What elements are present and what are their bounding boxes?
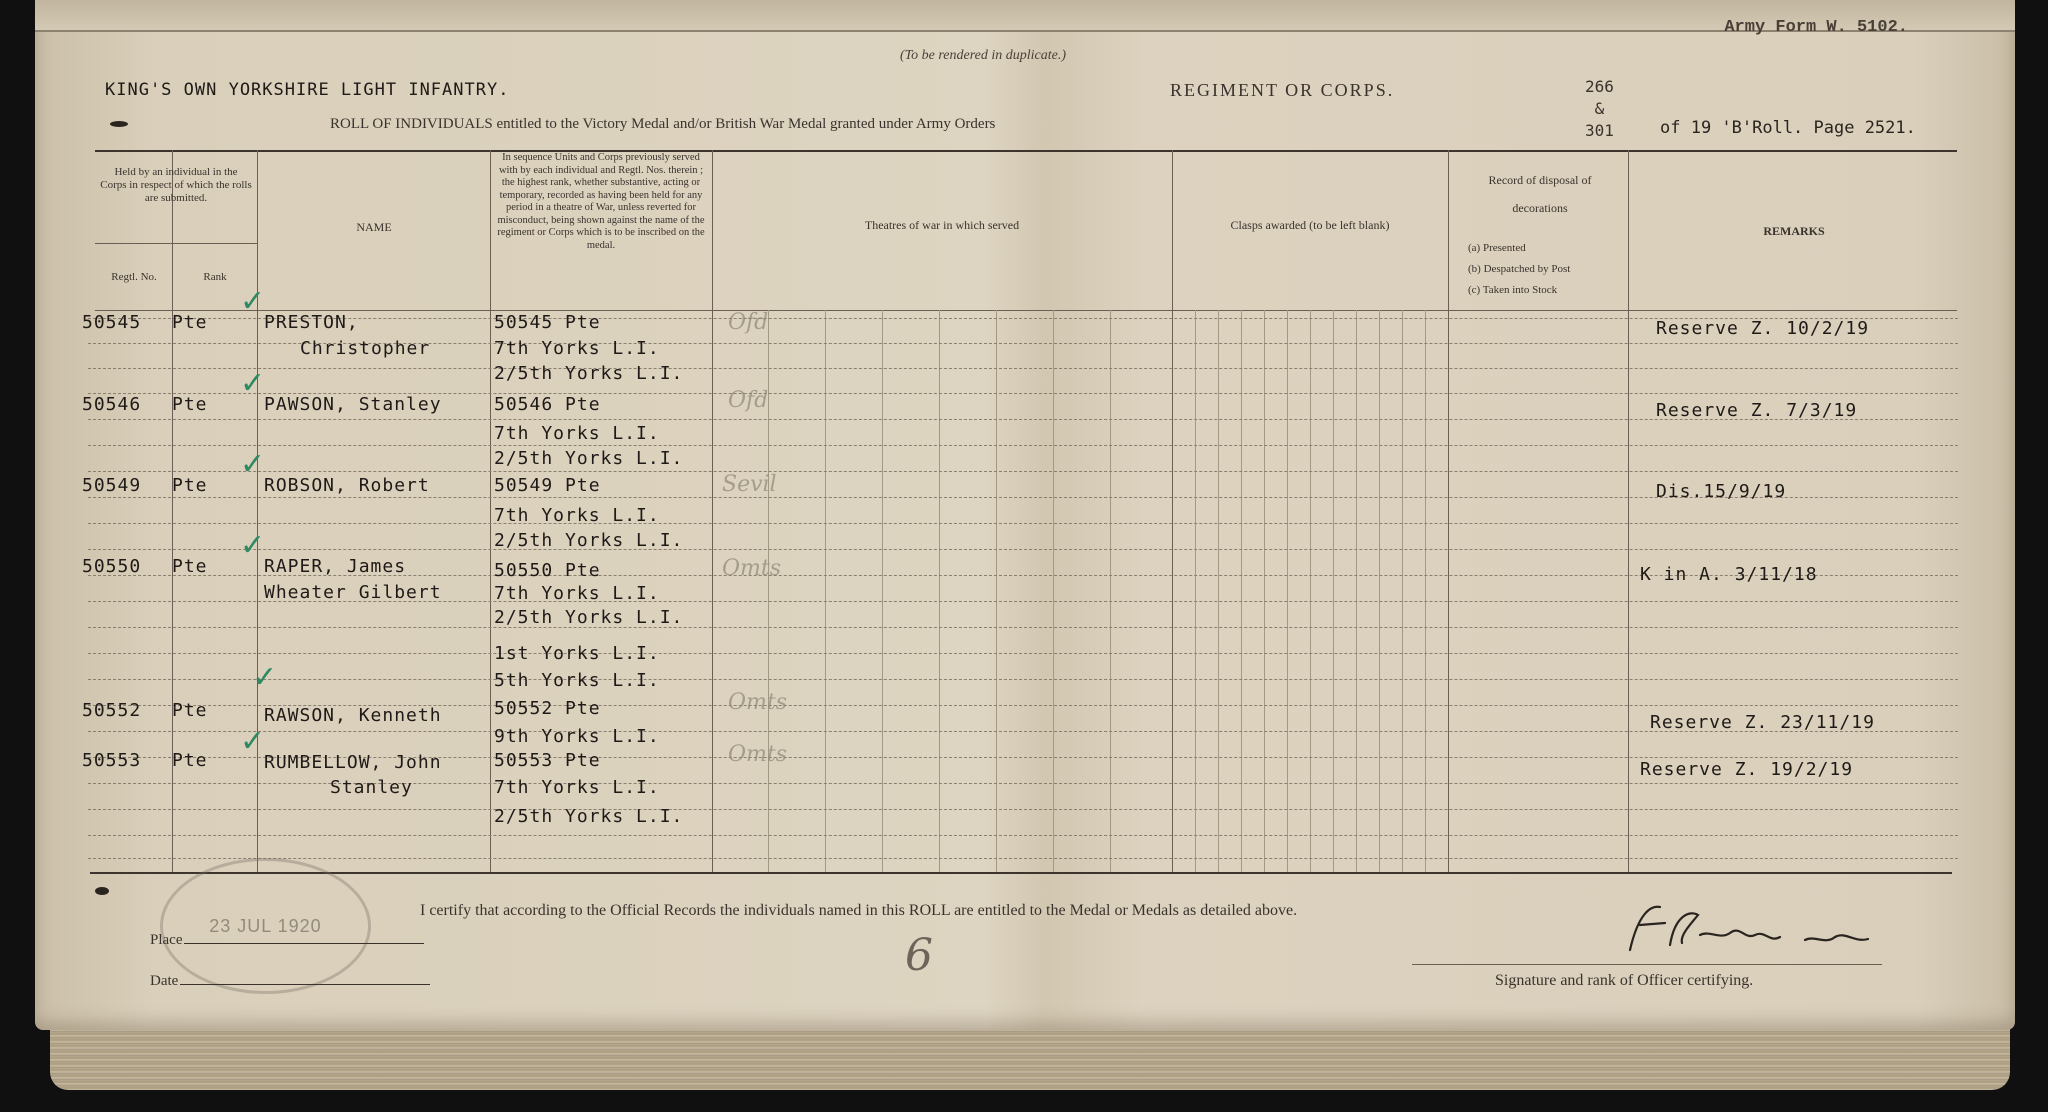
regtl-no: 50552 — [82, 700, 142, 721]
unit-line: 5th Yorks L.I. — [494, 670, 660, 691]
date-label — [150, 973, 430, 990]
col-divider — [1628, 150, 1629, 872]
row-rule — [88, 858, 1958, 859]
regiment-name: KING'S OWN YORKSHIRE LIGHT INFANTRY. — [105, 80, 510, 100]
row-rule — [88, 549, 1958, 550]
rank: Pte — [172, 700, 208, 721]
row-rule — [88, 679, 1958, 680]
unit-line: 7th Yorks L.I. — [494, 423, 660, 444]
disposal-option-a: (a) Presented — [1468, 242, 1526, 254]
roll-page-reference: of 19 'B'Roll. Page 2521. — [1660, 118, 1916, 138]
clasp-subcol — [1402, 310, 1403, 872]
regiment-label: REGIMENT OR CORPS. — [1170, 80, 1395, 100]
row-rule — [88, 445, 1958, 446]
roll-title: ROLL OF INDIVIDUALS entitled to the Victory Medal and/or British War Medal granted under Army Orders — [330, 116, 996, 132]
theatre-subcol — [882, 310, 883, 872]
header-bottom-rule — [95, 310, 1957, 311]
regtl-no: 50545 — [82, 312, 142, 333]
disposal-header: Record of disposal of decorations — [1488, 173, 1592, 215]
unit-line: 2/5th Yorks L.I. — [494, 530, 684, 551]
remarks-header: REMARKS — [1763, 224, 1825, 238]
col-divider — [1172, 150, 1173, 872]
theatre-subcol — [1053, 310, 1054, 872]
stamp-date: 23 JUL 1920 — [209, 915, 322, 936]
officer-signature — [1620, 895, 1890, 965]
previous-page-fold — [35, 0, 2015, 32]
theatre-subcol — [996, 310, 997, 872]
col-divider — [712, 150, 713, 872]
unit-line: 2/5th Yorks L.I. — [494, 448, 684, 469]
remark: Reserve Z. 23/11/19 — [1650, 712, 1875, 733]
row-rule — [88, 835, 1958, 836]
soldier-name: RAPER, James — [264, 556, 407, 577]
held-by-subheader-rule — [95, 243, 257, 244]
remark: Reserve Z. 10/2/19 — [1656, 318, 1870, 339]
unit-line: 2/5th Yorks L.I. — [494, 607, 684, 628]
rank: Pte — [172, 312, 208, 333]
col-divider — [1448, 150, 1449, 872]
punch-mark — [95, 887, 109, 895]
table-bottom-rule — [90, 872, 1952, 874]
disposal-option-b: (b) Despatched by Post — [1468, 263, 1571, 275]
unit-line: 7th Yorks L.I. — [494, 505, 660, 526]
punch-mark — [110, 121, 128, 127]
unit-line: 1st Yorks L.I. — [494, 643, 660, 664]
rank: Pte — [172, 394, 208, 415]
place-label — [150, 932, 424, 949]
name-header: NAME — [356, 220, 392, 234]
check-mark-icon: ✓ — [240, 447, 266, 482]
row-rule — [88, 809, 1958, 810]
unit-line: 50545 Pte — [494, 312, 601, 333]
theatre-pencil-mark: Ofd — [728, 310, 769, 335]
order-ampersand: & — [1594, 99, 1605, 118]
regtl-no-header: Regtl. No. — [111, 271, 157, 283]
soldier-name: RUMBELLOW, John — [264, 752, 442, 773]
unit-line: 2/5th Yorks L.I. — [494, 363, 684, 384]
clasp-subcol — [1218, 310, 1219, 872]
clasp-subcol — [1264, 310, 1265, 872]
theatre-pencil-mark: Ofd — [728, 388, 769, 413]
table-top-rule — [95, 150, 1957, 152]
regtl-no: 50550 — [82, 556, 142, 577]
form-number: Army Form W. 5102. — [1724, 18, 1908, 37]
unit-line: 50546 Pte — [494, 394, 601, 415]
row-rule — [88, 368, 1958, 369]
unit-line: 7th Yorks L.I. — [494, 777, 660, 798]
check-mark-icon: ✓ — [240, 528, 266, 563]
row-rule — [88, 627, 1958, 628]
check-mark-icon: ✓ — [240, 724, 266, 759]
disposal-option-c: (c) Taken into Stock — [1468, 284, 1558, 296]
soldier-name-cont: Christopher — [300, 338, 431, 359]
theatre-subcol — [939, 310, 940, 872]
unit-line: 50552 Pte — [494, 698, 601, 719]
soldier-name: PRESTON, — [264, 312, 359, 333]
soldier-name-cont: Stanley — [330, 777, 413, 798]
soldier-name: ROBSON, Robert — [264, 475, 430, 496]
unit-line: 7th Yorks L.I. — [494, 583, 660, 604]
rank: Pte — [172, 750, 208, 771]
clasp-subcol — [1310, 310, 1311, 872]
row-rule — [88, 523, 1958, 524]
place-label-text: Place — [150, 932, 183, 948]
regtl-no: 50553 — [82, 750, 142, 771]
order-number-2: 301 — [1585, 121, 1614, 140]
remark: Reserve Z. 19/2/19 — [1640, 759, 1854, 780]
theatre-pencil-mark: Sevil — [722, 472, 777, 497]
unit-line: 50550 Pte — [494, 560, 601, 581]
clasp-subcol — [1333, 310, 1334, 872]
soldier-name: PAWSON, Stanley — [264, 394, 442, 415]
theatre-pencil-mark: Omts — [722, 556, 782, 581]
remark: Reserve Z. 7/3/19 — [1656, 400, 1858, 421]
theatres-header: Theatres of war in which served — [864, 218, 1020, 232]
clasp-subcol — [1241, 310, 1242, 872]
signature-caption: Signature and rank of Officer certifying. — [1495, 972, 1754, 989]
remark: Dis.15/9/19 — [1656, 481, 1787, 502]
unit-line: 7th Yorks L.I. — [494, 338, 660, 359]
certification-statement: I certify that according to the Official Records the individuals named in this ROLL are entitled to the Medal or Medals as detailed above. — [420, 902, 1298, 919]
clasp-subcol — [1356, 310, 1357, 872]
clasp-subcol — [1425, 310, 1426, 872]
remark: K in A. 3/11/18 — [1640, 564, 1818, 585]
rank: Pte — [172, 475, 208, 496]
theatre-subcol — [825, 310, 826, 872]
date-label-text: Date — [150, 973, 179, 989]
check-mark-icon: ✓ — [240, 366, 266, 401]
rank: Pte — [172, 556, 208, 577]
col-divider — [257, 150, 258, 872]
col-divider — [490, 150, 491, 872]
theatre-subcol — [1110, 310, 1111, 872]
row-rule — [88, 471, 1958, 472]
army-order-numbers — [1585, 76, 1614, 142]
clasp-subcol — [1195, 310, 1196, 872]
theatre-pencil-mark: Omts — [728, 742, 788, 767]
clasps-header: Clasps awarded (to be left blank) — [1230, 218, 1390, 232]
soldier-name: RAWSON, Kenneth — [264, 705, 442, 726]
row-rule — [88, 653, 1958, 654]
units-header: In sequence Units and Corps previously served with by each individual and Regtl. Nos. therein ; the highest rank, whether substantive, acting or temporary, recorded as having been held for any period in a theatre of War, unless reverted for misconduct, being shown against the name of the regiment or Corps which is to be inscribed on the medal. — [497, 152, 705, 251]
unit-line: 2/5th Yorks L.I. — [494, 806, 684, 827]
duplicate-note: (To be rendered in duplicate.) — [900, 48, 1067, 63]
soldier-name-cont: Wheater Gilbert — [264, 582, 442, 603]
unit-line: 9th Yorks L.I. — [494, 726, 660, 747]
regtl-no: 50546 — [82, 394, 142, 415]
book-page-edges — [50, 1020, 2010, 1090]
unit-line: 50549 Pte — [494, 475, 601, 496]
order-number-1: 266 — [1585, 77, 1614, 96]
unit-line: 50553 Pte — [494, 750, 601, 771]
clasp-subcol — [1287, 310, 1288, 872]
held-by-header: Held by an individual in the Corps in respect of which the rolls are submitted. — [100, 166, 252, 204]
check-mark-icon: ✓ — [240, 284, 266, 319]
clasp-subcol — [1379, 310, 1380, 872]
theatre-pencil-mark: Omts — [728, 690, 788, 715]
folio-number: 6 — [905, 930, 933, 981]
rank-header: Rank — [203, 271, 227, 283]
regtl-no: 50549 — [82, 475, 142, 496]
check-mark-icon: ✓ — [252, 660, 278, 695]
